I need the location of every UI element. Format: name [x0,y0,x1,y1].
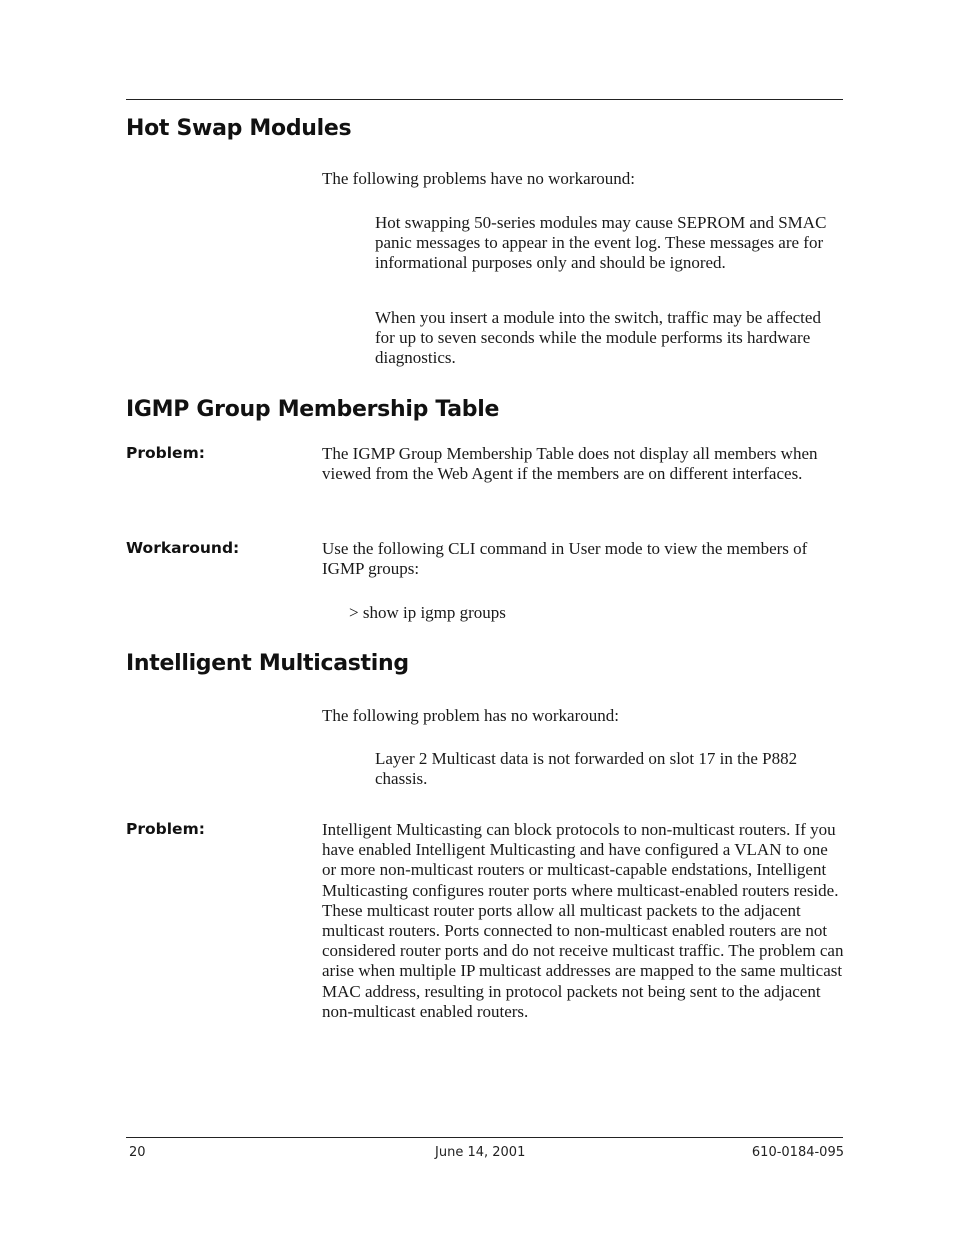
section-heading-intelligent-multicasting: Intelligent Multicasting [126,651,409,676]
hot-swap-item-1: Hot swapping 50-series modules may cause SEPROM and SMAC panic messages to appear in the event log. These messages are for informational purposes only and should be ignored. [375,213,827,273]
multicasting-item-1: Layer 2 Multicast data is not forwarded on slot 17 in the P882 chassis. [375,749,798,789]
footer-date: June 14, 2001 [435,1145,526,1160]
igmp-problem-text: The IGMP Group Membership Table does not display all members when viewed from the Web Agent if the members are on different interfaces. [322,444,818,484]
section-heading-igmp: IGMP Group Membership Table [126,397,500,422]
footer-page-number: 20 [129,1145,146,1160]
igmp-workaround-text: Use the following CLI command in User mode to view the members of IGMP groups: [322,539,808,579]
igmp-cli-command: > show ip igmp groups [349,603,506,622]
hot-swap-item-2: When you insert a module into the switch, traffic may be affected for up to seven seconds while the module performs its hardware diagnostics. [375,308,821,368]
multicasting-intro: The following problem has no workaround: [322,706,619,725]
igmp-problem-label: Problem: [126,444,205,462]
footer-doc-number: 610-0184-095 [751,1145,844,1160]
section-heading-hot-swap: Hot Swap Modules [126,116,352,141]
hot-swap-intro: The following problems have no workaround: [322,169,636,188]
footer-rule [126,1137,843,1138]
top-rule [126,99,843,100]
multicasting-problem-text: Intelligent Multicasting can block protocols to non-multicast routers. If you have enabled Intelligent Multicasting and have configured a VLAN to one or more non-multicast routers or multicast-capable endstations, Intelligent Multicasting configures router ports where multicast-enabled routers reside. These multicast router ports allow all multicast packets to the adjacent multicast routers. Ports connected to non-multicast enabled routers are not considered router ports and do not receive multicast traffic. The problem can arise when multiple IP multicast addresses are mapped to the same multicast MAC address, resulting in protocol packets not being sent to the adjacent non-multicast enabled routers. [322,820,844,1021]
multicasting-problem-label: Problem: [126,820,205,838]
igmp-workaround-label: Workaround: [126,539,240,557]
